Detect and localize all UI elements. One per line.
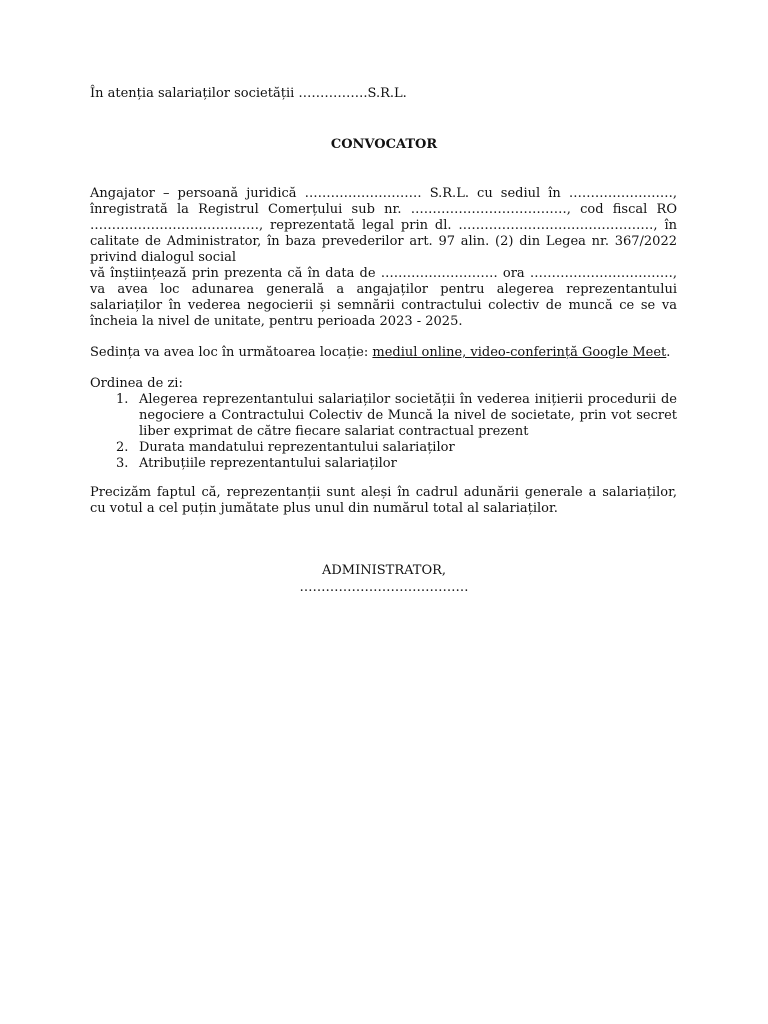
agenda-item-text: Alegerea reprezentantului salariaților societății în vederea inițierii procedurii de negociere a Contractului Colectiv de Muncă la nivel de societate, prin vot secret liber exprimat de către fiecare salariat contractual prezent (139, 392, 677, 439)
location-label: Sedința va avea loc în următoarea locație: (90, 345, 373, 360)
location-value: mediul online, video-conferință Google Meet (372, 345, 667, 360)
agenda-item-number: 1. (116, 392, 129, 407)
document-title: CONVOCATOR (330, 137, 438, 152)
agenda-item-number: 2. (116, 440, 129, 455)
agenda-item (90, 456, 677, 472)
notice-paragraph: vă înștiințează prin prezenta că în data de ……………………… ora ……………………………, va avea loc adunarea generală a angajaților pentru alegerea reprezentantului salariaților în vederea negocierii și semnării contractului colectiv de muncă ce se va încheia la nivel de unitate, pentru perioada 2023 - 2025. (90, 266, 677, 329)
signature-title: ADMINISTRATOR, (321, 563, 447, 578)
agenda-heading: Ordinea de zi: (90, 376, 183, 391)
agenda-item (90, 440, 677, 456)
agenda-item-text: Durata mandatului reprezentantului salariaților (139, 440, 455, 455)
signature-line: ………………………………… (299, 580, 469, 595)
location-period: . (666, 345, 671, 360)
election-rule-paragraph: Precizăm faptul că, reprezentanții sunt aleși în cadrul adunării generale a salariaților, cu votul a cel puțin jumătate plus unul din numărul total al salariaților. (90, 485, 677, 516)
agenda-list (90, 392, 677, 472)
agenda-item-number: 3. (116, 456, 129, 471)
agenda-item-text: Atribuțiile reprezentantului salariaților (139, 456, 397, 471)
location-paragraph (90, 345, 677, 361)
attention-line: În atenția salariaților societății …………….S.R.L. (90, 86, 407, 101)
employer-paragraph: Angajator – persoană juridică ……………………… S.R.L. cu sediul în ……………………, înregistrată la Registrul Comerțului sub nr. ………………………………, cod fiscal RO …………………………………, reprezentată legal prin dl. ………………………………………, în calitate de Administrator, în baza prevederilor art. 97 alin. (2) din Legea nr. 367/2022 privind dialogul social (90, 186, 677, 265)
agenda-item (90, 392, 677, 440)
